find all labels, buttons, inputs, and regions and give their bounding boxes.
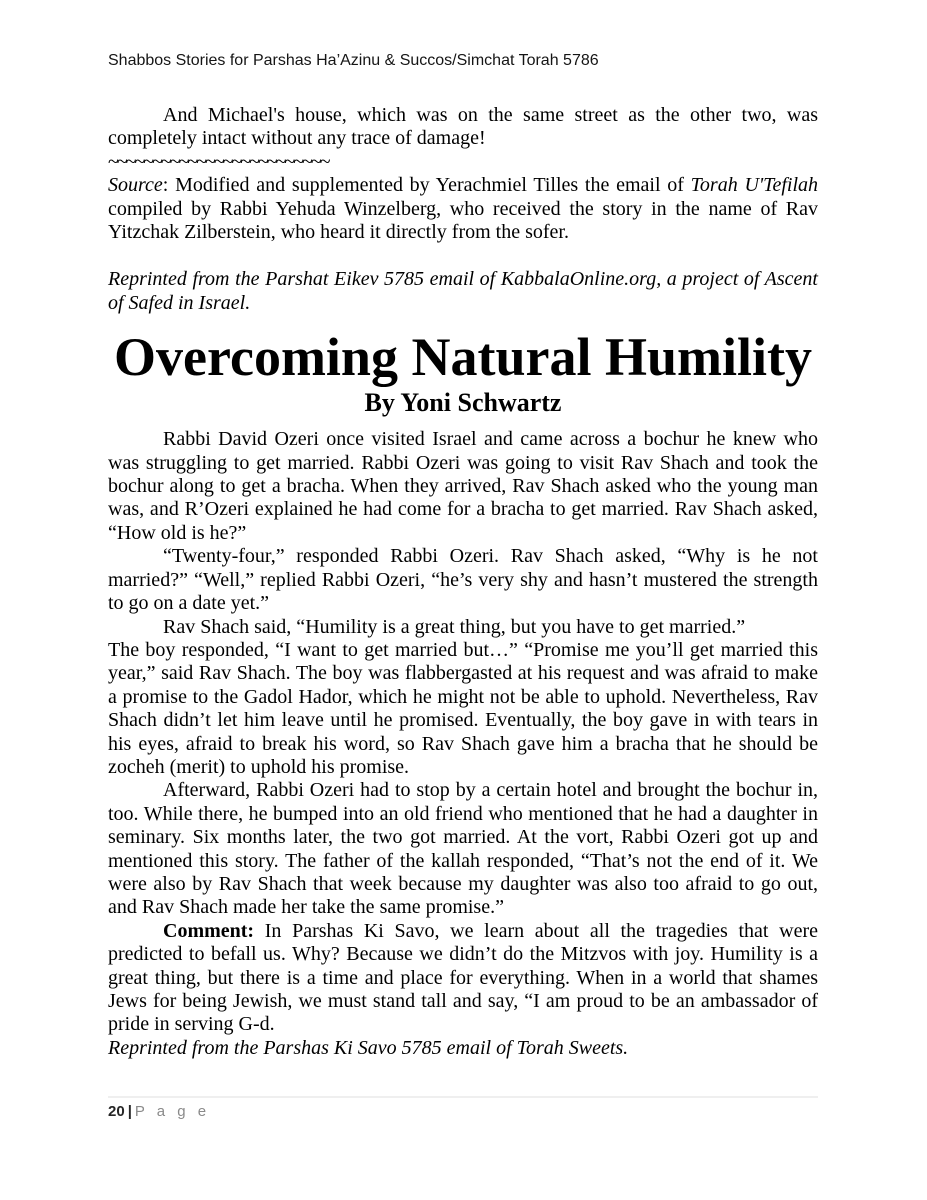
page-footer (108, 1096, 818, 1121)
story-title: Overcoming Natural Humility (114, 327, 812, 388)
paragraph-michael-house: And Michael's house, which was on the same street as the other two, was completely intact without any trace of damage! (108, 104, 818, 150)
story-paragraph: The boy responded, “I want to get married but…” “Promise me you’ll get married this year,” said Rav Shach. The boy was flabbergasted at his request and was afraid to make a promise to the Gadol Hador, which he might not be able to uphold. Nevertheless, Rav Shach didn’t let him leave until he promised. Eventually, the boy gave in with tears in his eyes, afraid to break his word, so Rav Shach gave him a bracha that he should be zocheh (merit) to uphold his promise. (108, 638, 818, 778)
story-byline: By Yoni Schwartz (364, 388, 562, 418)
source-text-2: compiled by Rabbi Yehuda Winzelberg, who received the story in the name of Rav Yitzchak Zilberstein, who heard it directly from the sofer. (108, 197, 818, 244)
page-number: 20 (108, 1103, 125, 1120)
page-label: P a g e (134, 1103, 211, 1120)
page-header: Shabbos Stories for Parshas Ha’Azinu & Succos/Simchat Torah 5786 (108, 52, 599, 69)
document-content (108, 104, 818, 1060)
footer-text (108, 1103, 818, 1121)
paragraph-reprint-eikev: Reprinted from the Parshat Eikev 5785 email of KabbalaOnline.org, a project of Ascent of Safed in Israel. (108, 268, 818, 314)
source-text-1: : Modified and supplemented by Yerachmiel Tilles the email of (162, 174, 691, 197)
story-paragraph: Rabbi David Ozeri once visited Israel and came across a bochur he knew who was struggling to get married. Rabbi Ozeri was going to visit Rav Shach and took the bochur along to get a bracha. When they arrived, Rav Shach asked who the young man was, and R’Ozeri explained he had come for a bracha to get married. Rav Shach asked, “How old is he?” (108, 428, 818, 544)
paragraph-source (108, 174, 818, 244)
tilde-divider: ~~~~~~~~~~~~~~~~~~~~~~~~~ (108, 150, 329, 173)
story-paragraph: Afterward, Rabbi Ozeri had to stop by a certain hotel and brought the bochur in, too. While there, he bumped into an old friend who mentioned that he had a daughter in seminary. Six months later, the two got married. At the vort, Rabbi Ozeri got up and mentioned this story. The father of the kallah responded, “That’s not the end of it. We were also by Rav Shach that week because my daughter was also too afraid to go out, and Rav Shach made her take the same promise.” (108, 779, 818, 919)
comment-label: Comment: (163, 919, 255, 942)
source-publication-title: Torah U'Tefilah (690, 174, 818, 197)
paragraph-comment (108, 920, 818, 1037)
paragraph-reprint-kisavo: Reprinted from the Parshas Ki Savo 5785 email of Torah Sweets. (108, 1036, 629, 1059)
story-paragraph: “Twenty-four,” responded Rabbi Ozeri. Rav Shach asked, “Why is he not married?” “Well,” replied Rabbi Ozeri, “he’s very shy and hasn’t mustered the strength to go on a date yet.” (108, 545, 818, 615)
source-label: Source (108, 174, 163, 197)
footer-divider (108, 1096, 818, 1098)
comment-text: In Parshas Ki Savo, we learn about all the tragedies that were predicted to befall us. Why? Because we didn’t do the Mitzvos with joy. Humility is a great thing, but there is a time and place for everything. When in a world that shames Jews for being Jewish, we must stand tall and say, “I am proud to be an ambassador of pride in serving G-d. (108, 919, 818, 1036)
footer-pipe: | (127, 1103, 132, 1120)
story-paragraph: Rav Shach said, “Humility is a great thing, but you have to get married.” (163, 615, 746, 638)
